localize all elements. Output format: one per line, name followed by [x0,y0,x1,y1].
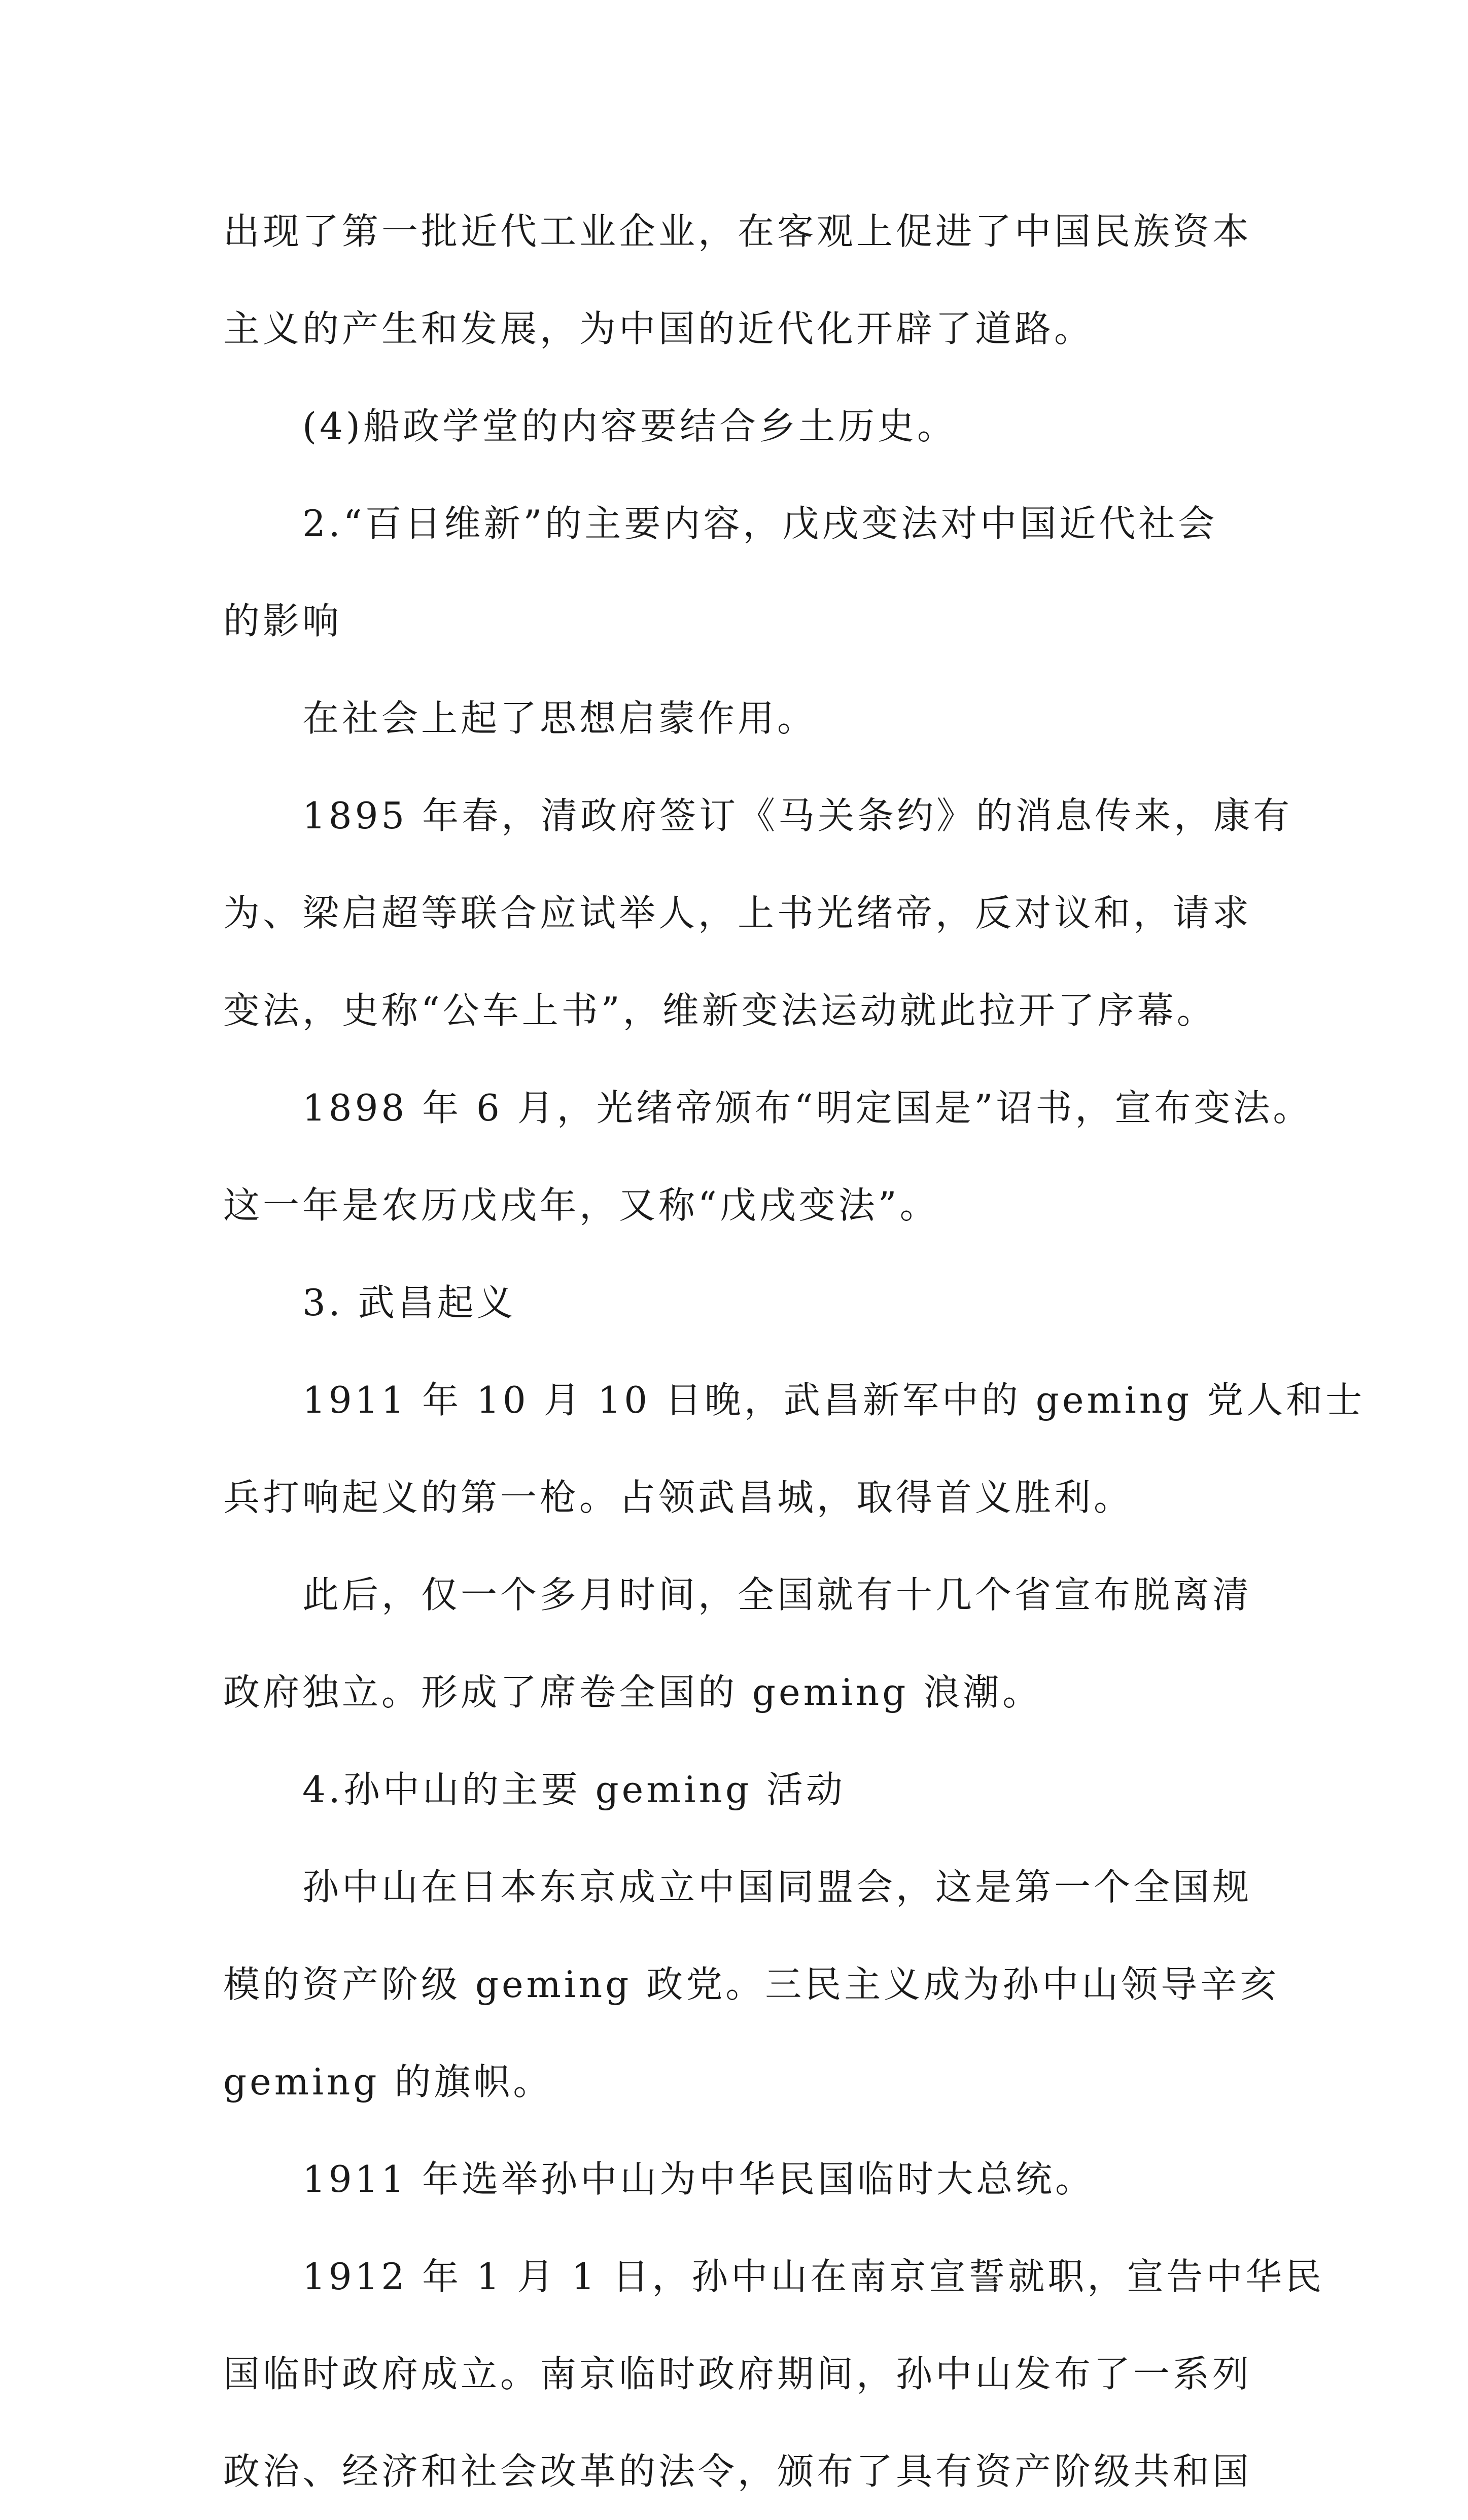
text-line: 1911 年 10 月 10 日晚，武昌新军中的 geming 党人和士 [302,1379,1366,1421]
text-line: 主义的产生和发展，为中国的近代化开辟了道路。 [223,307,1094,350]
text-line: 这一年是农历戊戌年，又称“戊戌变法”。 [223,1184,939,1227]
text-line: 政府独立。形成了席卷全国的 geming 浪潮。 [223,1671,1042,1713]
text-line: 孙中山在日本东京成立中国同盟会，这是第一个全国规 [302,1866,1252,1908]
text-line: 1912 年 1 月 1 日，孙中山在南京宣誓就职，宣告中华民 [302,2255,1325,2298]
text-line: geming 的旗帜。 [223,2060,553,2103]
section-heading-cont: 的影响 [223,600,342,642]
document-page [223,183,1366,2520]
text-line: (4)船政学堂的内容要结合乡土历史。 [302,405,957,447]
section-heading: 3. 武昌起义 [302,1281,516,1324]
text-line: 为、梁启超等联合应试举人，上书光绪帝，反对议和，请求 [223,892,1252,934]
text-line: 1911 年选举孙中山为中华民国临时大总统。 [302,2158,1095,2200]
section-heading: 4.孙中山的主要 geming 活动 [302,1768,846,1811]
text-line: 出现了第一批近代工业企业，在客观上促进了中国民族资本 [223,210,1252,253]
section-heading: 2.“百日维新”的主要内容，戊戌变法对中国近代社会 [302,502,1218,545]
text-line: 1895 年春，清政府签订《马关条约》的消息传来，康有 [302,794,1293,837]
text-line: 变法，史称“公车上书”，维新变法运动就此拉开了序幕。 [223,989,1216,1032]
text-line: 政治、经济和社会改革的法令，颁布了具有资产阶级共和国 [223,2450,1252,2493]
text-line: 模的资产阶级 geming 政党。三民主义成为孙中山领导辛亥 [223,1963,1280,2006]
text-line: 在社会上起了思想启蒙作用。 [302,697,817,740]
text-line: 此后，仅一个多月时间，全国就有十几个省宣布脱离清 [302,1573,1252,1616]
text-line: 兵打响起义的第一枪。占领武昌城，取得首义胜利。 [223,1476,1134,1519]
text-line: 国临时政府成立。南京临时政府期间，孙中山发布了一系列 [223,2353,1252,2395]
text-line: 1898 年 6 月，光绪帝颁布“明定国是”诏书，宣布变法。 [302,1087,1313,1129]
